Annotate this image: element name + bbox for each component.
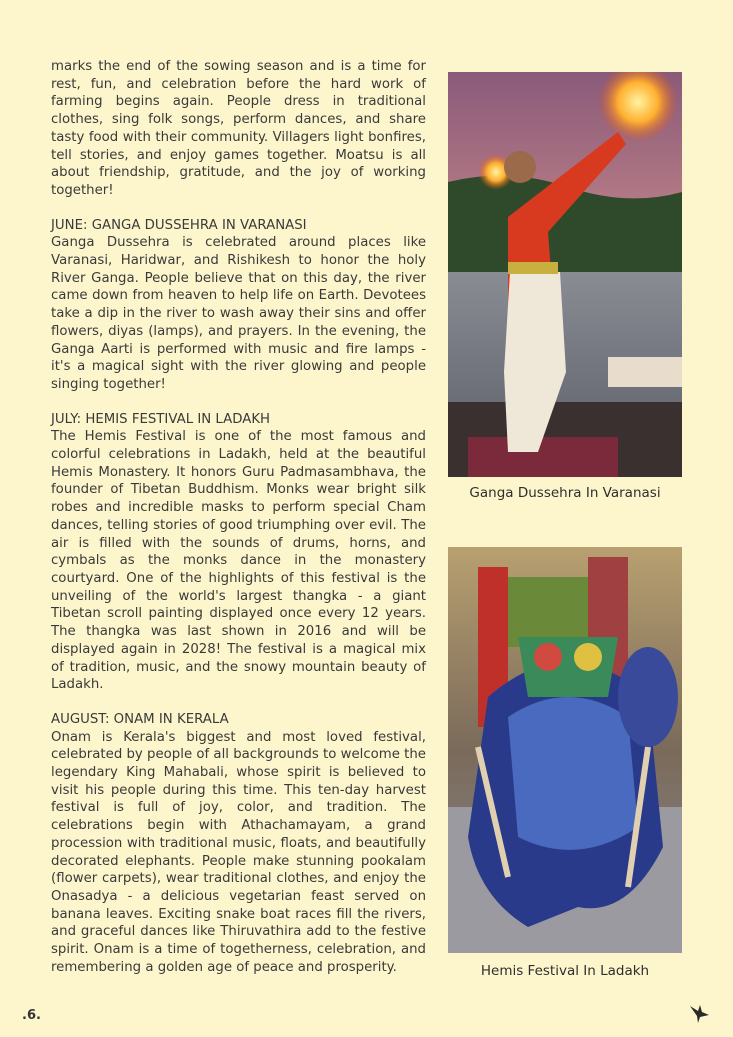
hemis-photo-caption: Hemis Festival In Ladakh bbox=[480, 963, 650, 979]
section-body: The Hemis Festival is one of the most famous and colorful celebrations in Ladakh, held at the beautiful Hemis Monastery. It honors Guru Padmasambhava, the founder of Tibetan Buddhism. Monks wear bright silk robes and incredible masks to perform special Cham dances, telling stories of good triumphing over evil. The air is filled with the sounds of drums, horns, and cymbals as the monks dance in the monastery courtyard. One of the highlights of this festival is the unveiling of the world's largest thangka - a giant Tibetan scroll painting displayed once every 12 years. The thangka was last shown in 2016 and will be displayed again in 2028! The festival is a magical mix of tradition, music, and the snowy mountain beauty of Ladakh. bbox=[51, 429, 426, 693]
intro-paragraph: marks the end of the sowing season and is a time for rest, fun, and celebration before the hard work of farming begins again. People dress in traditional clothes, sing folk songs, perform dances, and share tasty food with their community. Villagers light bonfires, tell stories, and enjoy games together. Moatsu is all about friendship, gratitude, and the joy of working together! bbox=[51, 59, 426, 198]
section-heading: JULY: HEMIS FESTIVAL IN LADAKH bbox=[51, 411, 271, 427]
ganga-photo-caption: Ganga Dussehra In Varanasi bbox=[469, 485, 661, 501]
section-august bbox=[51, 711, 426, 977]
section-body: Ganga Dussehra is celebrated around places like Varanasi, Haridwar, and Rishikesh to honor the holy River Ganga. People believe that on this day, the river came down from heaven to help life on Earth. Devotees take a dip in the river to wash away their sins and offer flowers, diyas (lamps), and prayers. In the evening, the Ganga Aarti is performed with music and fire lamps - it's a magical sight with the river glowing and people singing together! bbox=[51, 235, 426, 392]
section-body: Onam is Kerala's biggest and most loved festival, celebrated by people of all backgrounds to welcome the legendary King Mahabali, whose spirit is believed to visit his people during this time. This ten-day harvest festival is full of joy, color, and tradition. The celebrations begin with Athachamayam, a grand procession with traditional music, floats, and beautifully decorated elephants. People make stunning pookalam (flower carpets), wear traditional clothes, and enjoy the Onasadya - a delicious vegetarian feast served on banana leaves. Exciting snake boat races fill the rivers, and graceful dances like Thiruvathira add to the festive spirit. Onam is a time of togetherness, celebration, and remembering a golden age of peace and prosperity. bbox=[51, 729, 426, 975]
hemis-festival-photo bbox=[448, 547, 682, 953]
article-text bbox=[51, 58, 426, 976]
section-june bbox=[51, 217, 426, 394]
bird-logo-icon bbox=[688, 1002, 710, 1024]
section-heading: AUGUST: ONAM IN KERALA bbox=[51, 711, 229, 727]
page-number: .6. bbox=[22, 1008, 41, 1023]
ganga-aarti-photo bbox=[448, 72, 682, 477]
section-heading: JUNE: GANGA DUSSEHRA IN VARANASI bbox=[51, 217, 307, 233]
section-july bbox=[51, 411, 426, 694]
